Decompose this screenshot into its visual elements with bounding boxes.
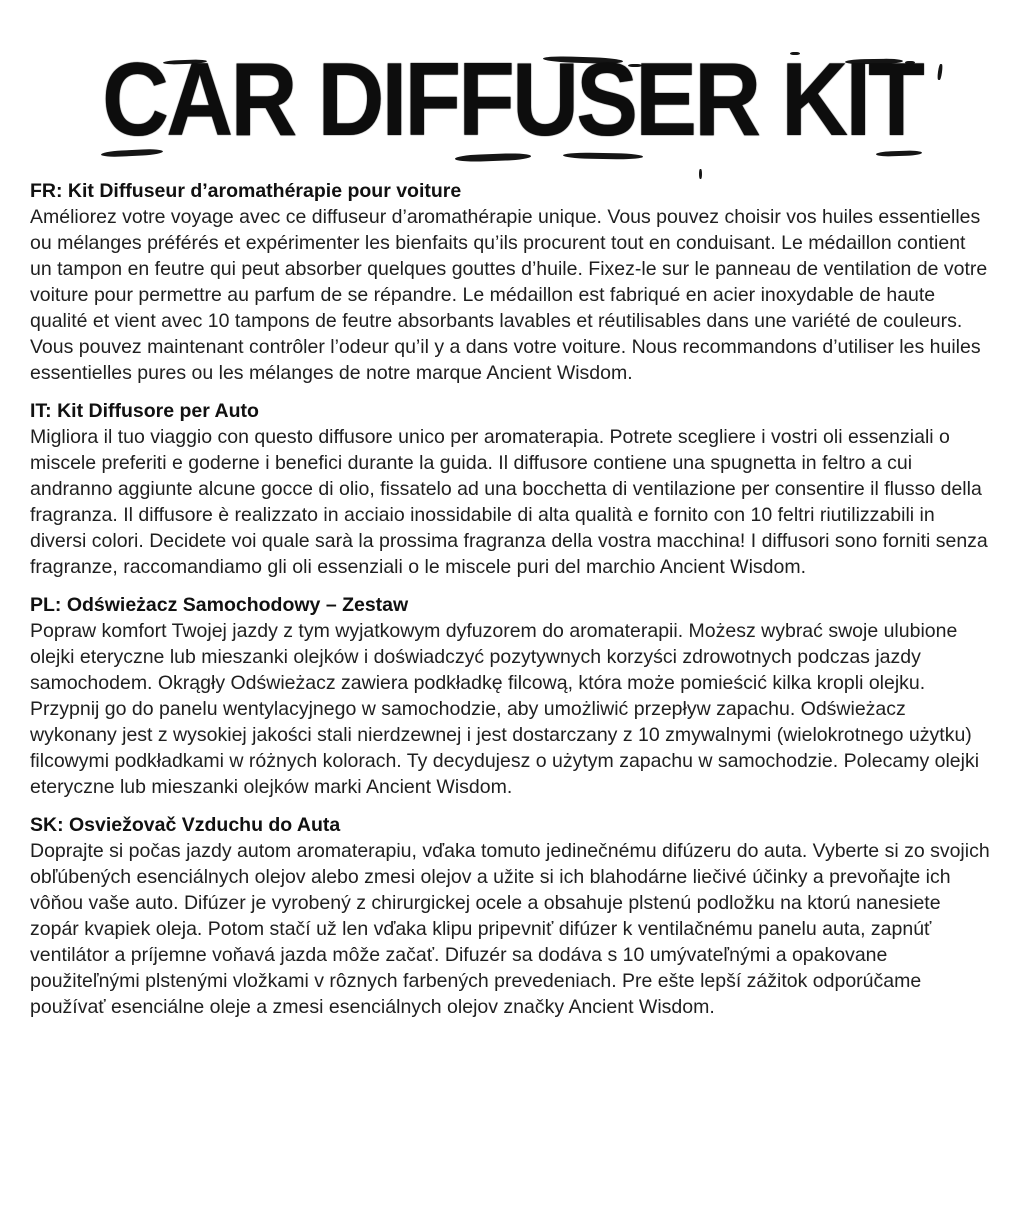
section-it — [30, 398, 990, 580]
section-pl-paragraph: Popraw komfort Twojej jazdy z tym wyjatkowym dyfuzorem do aromaterapii. Możesz wybrać swoje ulubione olejki eteryczne lub mieszanki olejków i doświadczyć pozytywnych korzyści zdrowotnych podczas jazdy samochodem. Okrągły Odświeżacz zawiera podkładkę filcową, która może pomieścić kilka kropli olejku. Przypnij go do panelu wentylacyjnego w samochodzie, aby umożliwić przepływ zapachu. Odświeżacz wykonany jest z wysokiej jakości stali nierdzewnej i jest dostarczany z 10 zmywalnymi (wielokrotnego użytku) filcowymi podkładkami w różnych kolorach. Ty decydujesz o użytym zapachu w samochodzie. Polecamy olejki eteryczne lub mieszanki olejków marki Ancient Wisdom. — [30, 620, 980, 798]
section-fr-paragraph: Améliorez votre voyage avec ce diffuseur d’aromathérapie unique. Vous pouvez choisir vos huiles essentielles ou mélanges préférés et expérimenter les bienfaits qu’ils procurent tout en conduisant. Le médaillon contient un tampon en feutre qui peut absorber quelques gouttes d’huile. Fixez-le sur le panneau de ventilation de votre voiture pour permettre au parfum de se répandre. Le médaillon est fabriqué en acier inoxydable de haute qualité et vient avec 10 tampons de feutre absorbants lavables et réutilisables dans une variété de couleurs. Vous pouvez maintenant contrôler l’odeur qu’il y a dans votre voiture. Nous recommandons d’utiliser les huiles essentielles pures ou les mélanges de notre marque Ancient Wisdom. — [30, 206, 988, 384]
section-pl-heading: PL: Odświeżacz Samochodowy – Zestaw — [30, 594, 409, 616]
section-sk-paragraph: Doprajte si počas jazdy autom aromaterapiu, vďaka tomuto jedinečnému difúzeru do auta. Vyberte si zo svojich obľúbených esenciálnych olejov alebo zmesi olejov a užite si ich blahodárne liečivé účinky a prevoňajte ich vôňou vaše auto. Difúzer je vyrobený z chirurgickej ocele a obsahuje plstenú podložku na ktorú nanesiete zopár kvapiek oleja. Potom stačí už len vďaka klipu pripevniť difúzer k ventilačnému panelu auta, zapnúť ventilátor a príjemne voňavá jazda môže začať. Difuzér sa dodáva s 10 umývateľnými a opakovane použiteľnými plstenými vložkami v rôznych farbených prevedeniach. Pre ešte lepší zážitok odporúčame používať esenciálne oleje a zmesi esenciálnych olejov značky Ancient Wisdom. — [30, 840, 990, 1018]
section-fr-heading: FR: Kit Diffuseur d’aromathérapie pour voiture — [30, 180, 462, 202]
title-block — [0, 14, 1024, 164]
content-area — [0, 164, 1024, 1020]
section-fr — [30, 178, 990, 386]
section-it-heading: IT: Kit Diffusore per Auto — [30, 400, 259, 422]
grunge-mark — [937, 64, 943, 80]
section-sk — [30, 812, 990, 1020]
section-sk-heading: SK: Osviežovač Vzduchu do Auta — [30, 814, 341, 836]
page-title: CAR DIFFUSER KIT — [102, 41, 922, 158]
section-it-paragraph: Migliora il tuo viaggio con questo diffusore unico per aromaterapia. Potrete scegliere i vostri oli essenziali o miscele preferiti e goderne i benefici durante la guida. Il diffusore contiene una spugnetta in feltro a cui andranno aggiunte alcune gocce di olio, fissatelo ad una bocchetta di ventilazione per consentire il flusso della fragranza. Il diffusore è realizzato in acciaio inossidabile di alta qualità e fornito con 10 feltri riutilizzabili in diversi colori. Decidete voi quale sarà la prossima fragranza della vostra macchina! I diffusori sono forniti senza fragranze, raccomandiamo gli oli essenziali o le miscele puri del marchio Ancient Wisdom. — [30, 426, 988, 578]
grunge-mark — [699, 169, 702, 179]
section-pl — [30, 592, 990, 800]
